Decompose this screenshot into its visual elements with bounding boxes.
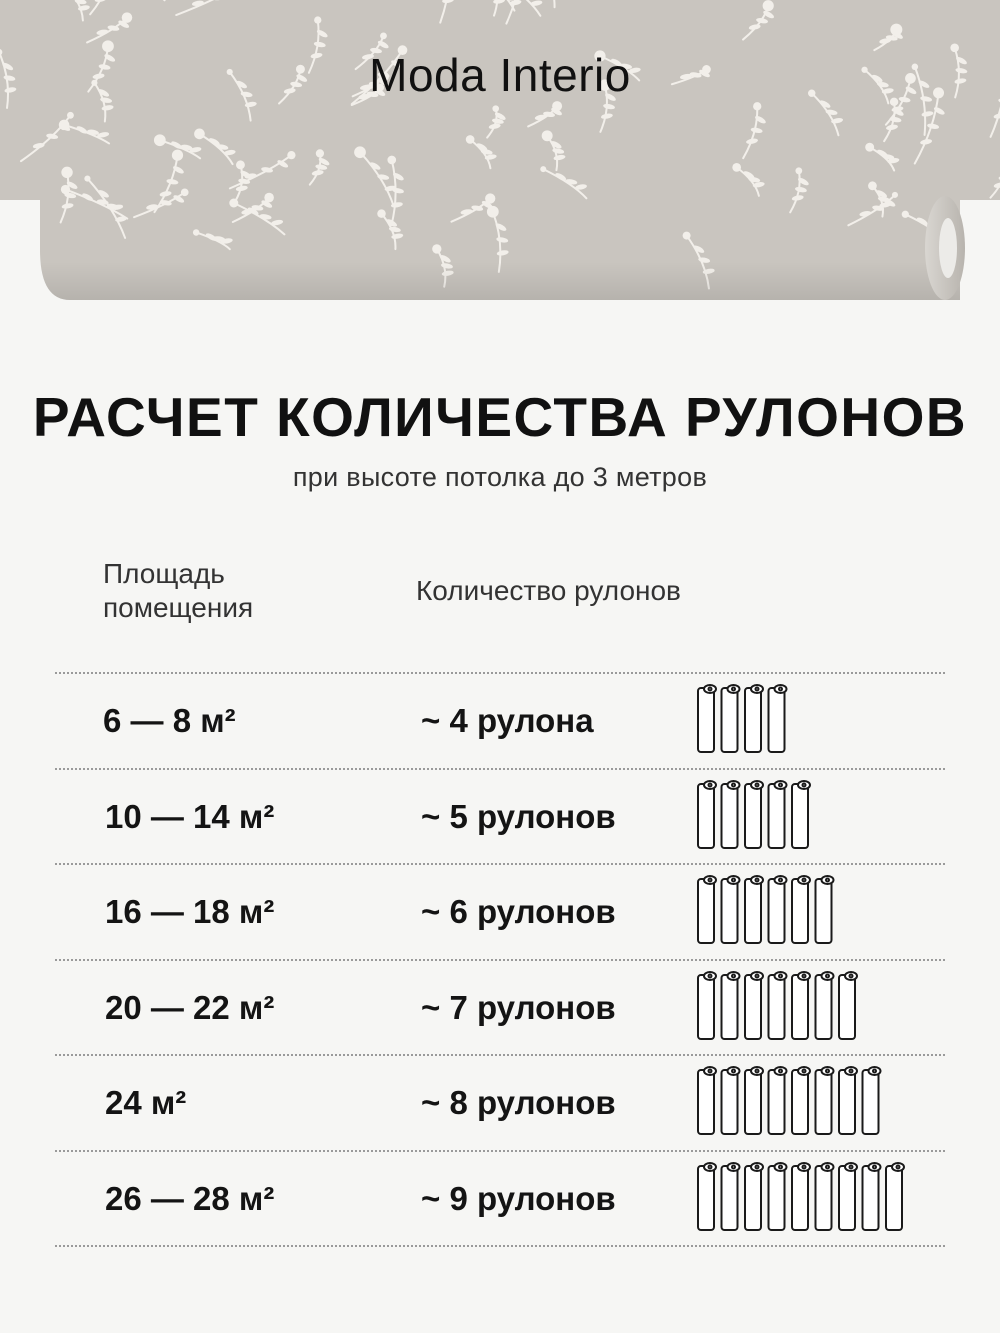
wallpaper-roll-icon (769, 972, 787, 1039)
wallpaper-roll-icon (698, 1067, 716, 1134)
row-area-value: 24 м² (105, 1084, 187, 1121)
wallpaper-roll-icon (769, 781, 787, 848)
roll-icons-group (696, 874, 841, 953)
wallpaper-roll-icon (792, 972, 810, 1039)
wallpaper-roll-icon (745, 876, 763, 943)
wallpaper-roll-icon (769, 876, 787, 943)
row-divider (55, 1150, 945, 1152)
roll-icons-group (696, 970, 865, 1049)
wallpaper-roll-icon (816, 1067, 834, 1134)
wallpaper-roll-icon (698, 972, 716, 1039)
wallpaper-roll-image (0, 0, 1000, 310)
wallpaper-roll-icon (698, 876, 716, 943)
wallpaper-roll-icon (792, 1067, 810, 1134)
roll-icons-group (696, 683, 794, 762)
wallpaper-roll-icon (698, 781, 716, 848)
row-area-value: 20 — 22 м² (105, 988, 275, 1026)
wallpaper-roll-icon (722, 1163, 740, 1230)
wallpaper-roll-icon (745, 685, 763, 752)
row-area-value: 10 — 14 м² (105, 797, 275, 835)
wallpaper-roll-icon (792, 1163, 810, 1230)
column-header-rolls: Количество рулонов (416, 575, 681, 606)
wallpaper-roll-icon (816, 1163, 834, 1230)
row-divider (55, 1054, 945, 1056)
column-header-area: Площадь помещения (103, 558, 254, 623)
wallpaper-roll-icon (722, 685, 740, 752)
roll-icons-group (696, 779, 818, 858)
wallpaper-roll-icon (722, 781, 740, 848)
wallpaper-roll-icon (745, 1067, 763, 1134)
wallpaper-roll-icon (745, 1163, 763, 1230)
wallpaper-roll-icon (816, 972, 834, 1039)
page-title: РАСЧЕТ КОЛИЧЕСТВА РУЛОНОВ (32, 386, 968, 448)
row-divider (55, 863, 945, 865)
row-area-value: 16 — 18 м² (105, 893, 275, 930)
wallpaper-roll-icon (863, 1067, 881, 1134)
wallpaper-roll-icon (745, 781, 763, 848)
row-divider (55, 672, 945, 674)
row-area-value: 26 — 28 м² (105, 1179, 275, 1217)
brand-logo-text: Moda Interio (369, 49, 631, 101)
wallpaper-roll-icon (863, 1163, 881, 1230)
wallpaper-roll-icon (792, 876, 810, 943)
row-area-value: 6 — 8 м² (103, 702, 236, 739)
row-roll-count: ~ 4 рулона (421, 702, 594, 739)
row-divider (55, 768, 945, 770)
row-divider (55, 1245, 945, 1247)
roll-icons-group (696, 1065, 888, 1144)
row-divider (55, 959, 945, 961)
wallpaper-roll-icon (722, 1067, 740, 1134)
wallpaper-roll-icon (886, 1163, 904, 1230)
wallpaper-roll-banner (0, 0, 1000, 310)
wallpaper-roll-icon (769, 1067, 787, 1134)
page-subtitle: при высоте потолка до 3 метров (292, 462, 708, 492)
row-roll-count: ~ 9 рулонов (421, 1179, 616, 1217)
wallpaper-roll-icon (816, 876, 834, 943)
wallpaper-roll-icon (698, 1163, 716, 1230)
wallpaper-roll-icon (792, 781, 810, 848)
row-roll-count: ~ 8 рулонов (421, 1084, 616, 1121)
row-roll-count: ~ 7 рулонов (421, 988, 616, 1026)
wallpaper-roll-icon (722, 876, 740, 943)
row-roll-count: ~ 6 рулонов (421, 893, 616, 930)
wallpaper-roll-icon (769, 685, 787, 752)
roll-icons-group (696, 1161, 912, 1240)
wallpaper-roll-icon (745, 972, 763, 1039)
row-roll-count: ~ 5 рулонов (421, 797, 616, 835)
wallpaper-roll-icon (722, 972, 740, 1039)
wallpaper-roll-icon (698, 685, 716, 752)
wallpaper-roll-icon (769, 1163, 787, 1230)
wallpaper-roll-icon (839, 972, 857, 1039)
wallpaper-roll-icon (839, 1163, 857, 1230)
wallpaper-roll-icon (839, 1067, 857, 1134)
